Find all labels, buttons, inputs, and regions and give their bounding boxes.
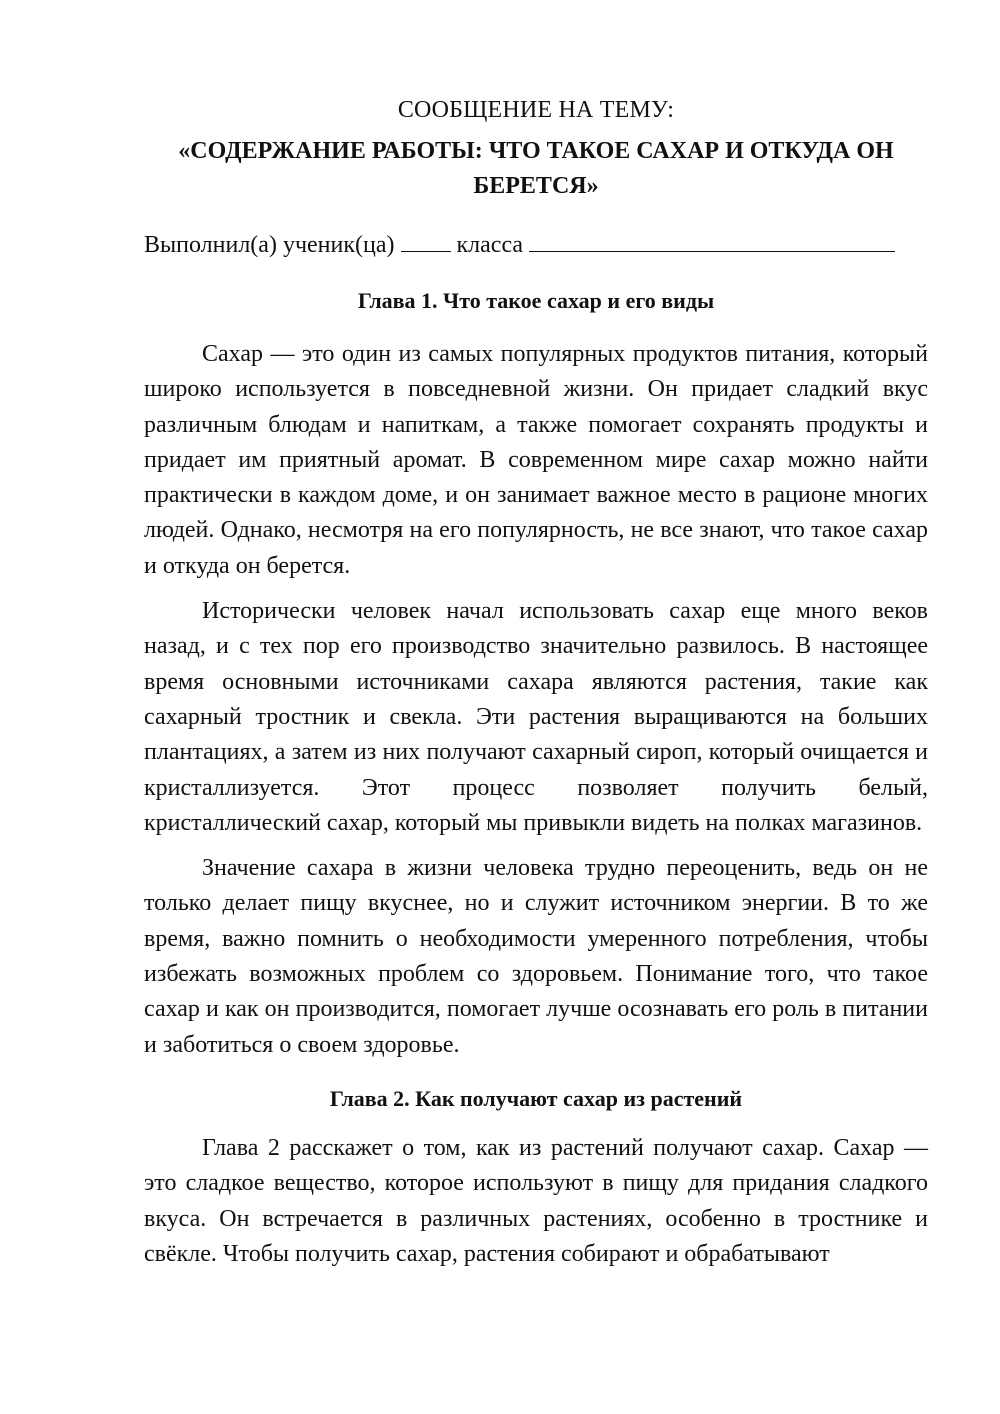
- class-blank-field: [401, 225, 451, 252]
- signature-line: [144, 225, 928, 263]
- name-blank-field: [529, 225, 895, 252]
- signature-prefix: Выполнил(а) ученик(ца): [144, 232, 395, 258]
- chapter-2-heading: Глава 2. Как получают сахар из растений: [329, 1085, 743, 1111]
- chapter-2-paragraph-1: Глава 2 расскажет о том, как из растений получают сахар. Сахар — это сладкое вещество, которое используют в пищу для придания сладкого вкуса. Он встречается в различных растениях, особенно в тростнике и свёкле. Чтобы получить сахар, растения собирают и обрабатывают: [144, 1134, 928, 1267]
- chapter-1-paragraph-3: Значение сахара в жизни человека трудно переоценить, ведь он не только делает пищу вкуснее, но и служит источником энергии. В то же время, важно помнить о необходимости умеренного потребления, чтобы избежать возможных проблем со здоровьем. Понимание того, что такое сахар и как он производится, помогает лучше осознавать его роль в питании и заботиться о своем здоровье.: [144, 855, 928, 1058]
- signature-class-label: класса: [456, 232, 524, 258]
- chapter-1-heading: Глава 1. Что такое сахар и его виды: [357, 288, 715, 313]
- document-title-prefix: СООБЩЕНИЕ НА ТЕМУ:: [397, 97, 675, 123]
- chapter-1-paragraph-1: Сахар — это один из самых популярных продуктов питания, который широко используется в повседневной жизни. Он придает сладкий вкус различным блюдам и напиткам, а также помогает сохранять продукты и придает им приятный аромат. В современном мире сахар можно найти практически в каждом доме, и он занимает важное место в рационе многих людей. Однако, несмотря на его популярность, не все знают, что такое сахар и откуда он берется.: [144, 341, 928, 579]
- document-content: [144, 92, 928, 1272]
- document-title: «СОДЕРЖАНИЕ РАБОТЫ: ЧТО ТАКОЕ САХАР И ОТКУДА ОН БЕРЕТСЯ»: [178, 138, 894, 199]
- chapter-1-paragraph-2: Исторически человек начал использовать сахар еще много веков назад, и с тех пор его производство значительно развилось. В настоящее время основными источниками сахара являются растения, такие как сахарный тростник и свекла. Эти растения выращиваются на больших плантациях, а затем из них получают сахарный сироп, который очищается и кристаллизуется. Этот процесс позволяет получить белый, кристаллический сахар, который мы привыкли видеть на полках магазинов.: [144, 598, 928, 836]
